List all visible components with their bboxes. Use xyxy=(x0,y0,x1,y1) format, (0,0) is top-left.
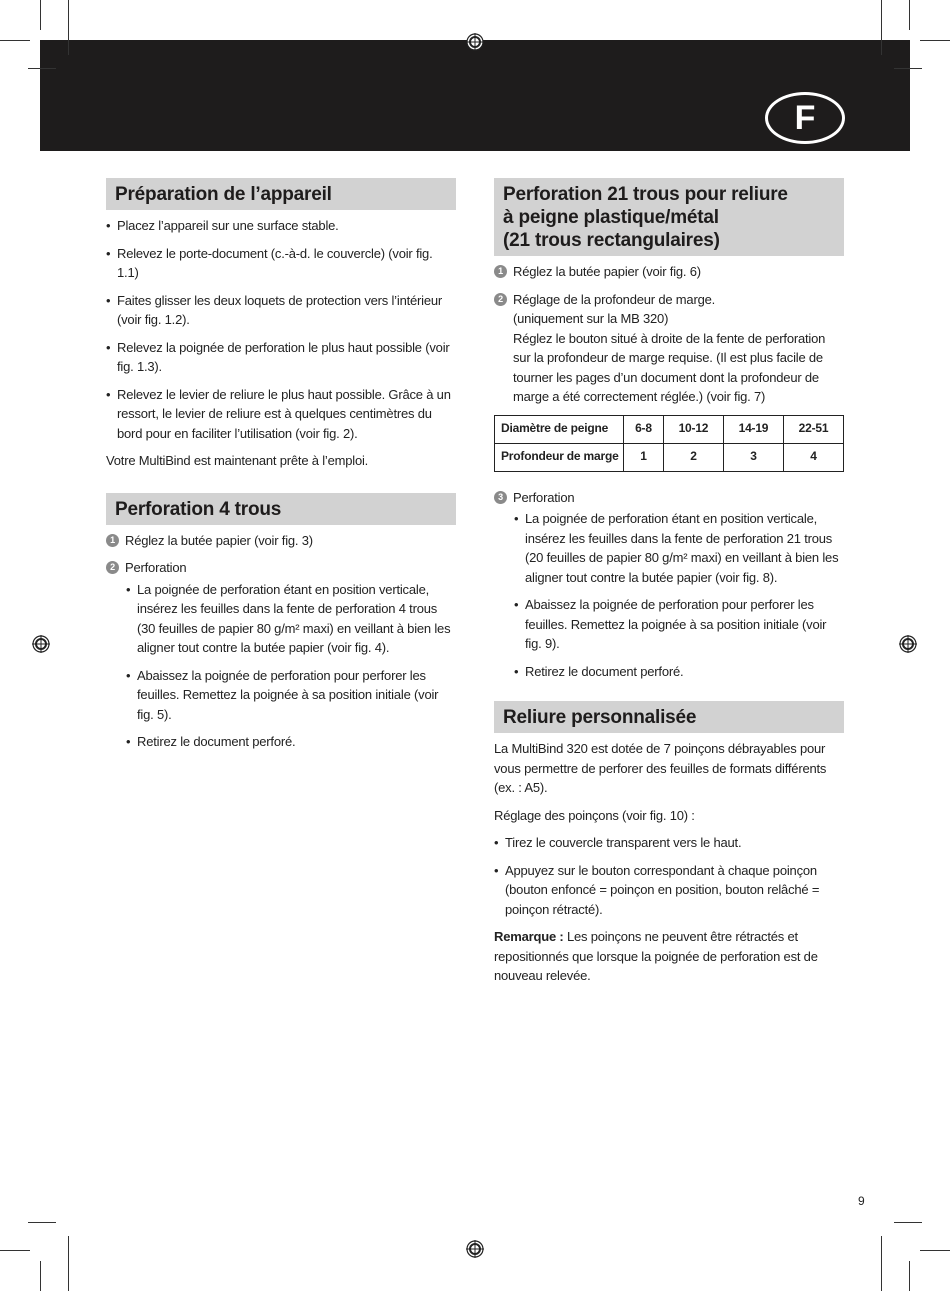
left-column xyxy=(106,178,456,760)
right-column xyxy=(494,178,844,994)
registration-mark-icon xyxy=(32,635,50,653)
step-text: Réglage de la profondeur de marge. xyxy=(513,291,716,307)
intro-text: La MultiBind 320 est dotée de 7 poinçons débrayables pour vous permettre de perforer des feuilles de formats différents (ex. : A5). xyxy=(494,741,827,795)
section-title-line: à peigne plastique/métal xyxy=(503,207,719,228)
margin-depth-table xyxy=(494,415,844,472)
sub-list-item: • Abaissez la poignée de perforation pour perforer les feuilles. Remettez la poignée à sa position initiale (voir fig. 5). xyxy=(106,666,456,725)
table-cell: 14-19 xyxy=(723,415,783,443)
sub-list-item: • La poignée de perforation étant en position verticale, insérez les feuilles dans la fente de perforation 4 trous (30 feuilles de papier 80 g/m² maxi) en veillant à bien les aligner tout contre la butée papier (voir fig. 4). xyxy=(106,580,456,658)
list-item: • Relevez le levier de reliure le plus haut possible. Grâce à un ressort, le levier de reliure est à quelques centimètres du bord pour en faciliter l’utilisation (voir fig. 2). xyxy=(106,385,456,444)
step-text: Réglez la butée papier (voir fig. 6) xyxy=(513,264,701,279)
list-item: • Appuyez sur le bouton correspondant à chaque poinçon (bouton enfoncé = poinçon en position, bouton relâché = poinçon rétracté). xyxy=(494,861,844,920)
table-cell: 2 xyxy=(663,443,723,471)
sub-list-item: • Abaissez la poignée de perforation pour perforer les feuilles. Remettez la poignée à sa position initiale (voir fig. 9). xyxy=(494,595,844,654)
registration-mark-icon xyxy=(899,635,917,653)
table-cell: 6-8 xyxy=(624,415,664,443)
registration-mark-icon xyxy=(466,1240,484,1258)
remark-label: Remarque : xyxy=(494,929,564,944)
section-title-custom-binding: Reliure personnalisée xyxy=(494,701,844,733)
table-cell: 4 xyxy=(783,443,843,471)
sub-list-item: • La poignée de perforation étant en position verticale, insérez les feuilles dans la fente de perforation 21 trous (20 feuilles de papier 80 g/m² maxi) en veillant à bien les aligner tout contre la butée papier (voir fig. 8). xyxy=(494,509,844,587)
step-text: Réglez le bouton situé à droite de la fente de perforation sur la profondeur de marge requise. (Il est plus facile de tourner les pages d’un document dont la profondeur de marge a été correctement réglée.) (voir fig. 7) xyxy=(513,330,826,404)
table-cell: 22-51 xyxy=(783,415,843,443)
ready-text: Votre MultiBind est maintenant prête à l’emploi. xyxy=(106,453,369,468)
list-item: • Placez l’appareil sur une surface stable. xyxy=(106,216,456,236)
step-number-badge: 1 xyxy=(106,534,119,547)
step-3 xyxy=(494,488,844,508)
setting-text: Réglage des poinçons (voir fig. 10) : xyxy=(494,807,695,823)
remark-text: Les poinçons ne peuvent être rétractés et repositionnés que lorsque la poignée de perforation est de nouveau relevée. xyxy=(494,929,818,983)
table-cell: 1 xyxy=(624,443,664,471)
sub-list-item: • Retirez le document perforé. xyxy=(106,732,456,752)
list-item: • Relevez le porte-document (c.-à-d. le couvercle) (voir fig. 1.1) xyxy=(106,244,456,283)
list-item: • Relevez la poignée de perforation le plus haut possible (voir fig. 1.3). xyxy=(106,338,456,377)
section-title-4-holes: Perforation 4 trous xyxy=(106,493,456,525)
section-title-21-holes xyxy=(494,178,844,256)
table-row xyxy=(495,415,844,443)
table-row xyxy=(495,443,844,471)
step-text: Perforation xyxy=(125,560,187,575)
step-text: Perforation xyxy=(513,489,575,505)
list-item: • Faites glisser les deux loquets de protection vers l’intérieur (voir fig. 1.2). xyxy=(106,291,456,330)
table-cell: 3 xyxy=(723,443,783,471)
step-1 xyxy=(106,531,456,551)
language-badge: F xyxy=(765,92,845,144)
table-row-label: Profondeur de marge xyxy=(495,443,624,471)
remark xyxy=(494,927,844,986)
step-number-badge: 1 xyxy=(494,265,507,278)
section-title-preparation: Préparation de l’appareil xyxy=(106,178,456,210)
step-text: Réglez la butée papier (voir fig. 3) xyxy=(125,532,313,548)
step-number-badge: 3 xyxy=(494,491,507,504)
step-number-badge: 2 xyxy=(106,561,119,574)
step-text: (uniquement sur la MB 320) xyxy=(513,311,669,326)
step-2 xyxy=(106,558,456,578)
registration-mark-icon xyxy=(466,33,484,51)
section-title-line: Perforation 21 trous pour reliure xyxy=(503,184,788,205)
step-2 xyxy=(494,290,844,407)
step-number-badge: 2 xyxy=(494,293,507,306)
table-cell: 10-12 xyxy=(663,415,723,443)
sub-list-item: • Retirez le document perforé. xyxy=(494,662,844,682)
page-number: 9 xyxy=(858,1194,865,1208)
table-row-label: Diamètre de peigne xyxy=(495,415,624,443)
list-item: • Tirez le couvercle transparent vers le haut. xyxy=(494,833,844,853)
step-1 xyxy=(494,262,844,282)
section-title-line: (21 trous rectangulaires) xyxy=(503,230,720,251)
